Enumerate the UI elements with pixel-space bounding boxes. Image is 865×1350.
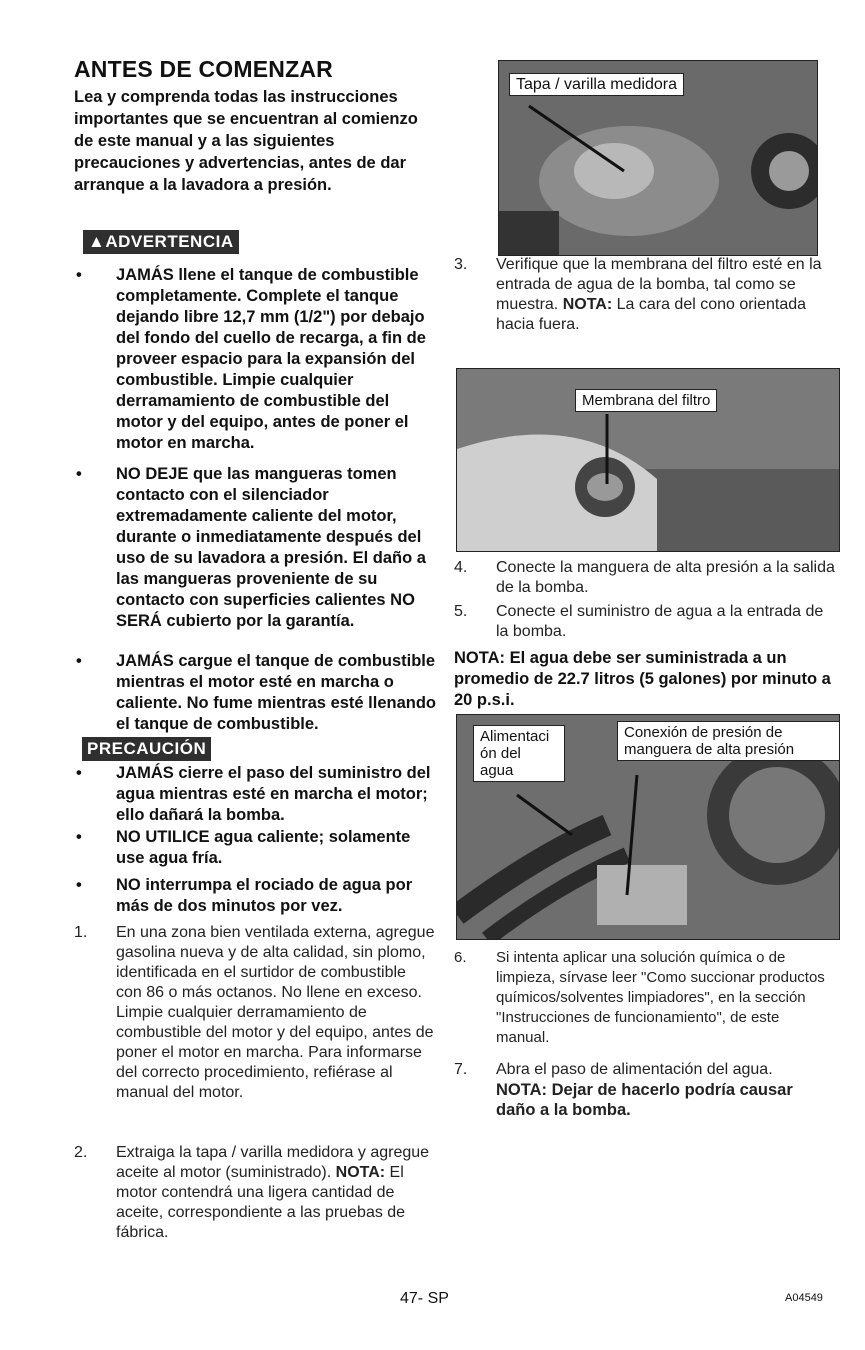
warning-text: JAMÁS cargue el tanque de combustible mientras el motor esté en marcha o caliente. No fume mientras esté llenando el tanque de combustible. — [116, 652, 437, 733]
photo-hose-connections — [456, 714, 840, 940]
page-number: 47- SP — [400, 1290, 449, 1307]
bullet-icon: • — [76, 764, 82, 782]
step-text: Conecte la manguera de alta presión a la salida de la bomba. — [496, 559, 835, 596]
step-number: 4. — [454, 559, 468, 576]
step-5 — [454, 602, 834, 642]
caution-text: JAMÁS cierre el paso del suministro del agua mientras esté en marcha el motor; ello dañará la bomba. — [116, 764, 431, 824]
step-1 — [74, 923, 436, 1103]
step-4 — [454, 558, 844, 598]
page-title: ANTES DE COMENZAR — [74, 56, 333, 82]
bullet-icon: • — [76, 876, 82, 894]
step-text: Abra el paso de alimentación del agua. — [496, 1061, 773, 1078]
photo-filter — [456, 368, 840, 552]
warning-item — [76, 464, 436, 632]
nota-text: La cara del cono orientada hacia fuera. — [496, 296, 807, 333]
caution-label: PRECAUCIÓN — [82, 737, 211, 761]
warning-item — [76, 651, 436, 735]
step-2 — [74, 1143, 436, 1243]
intro-paragraph: Lea y comprenda todas las instrucciones importantes que se encuentran al comienzo de este manual y a las siguientes precauciones y advertencias, antes de dar arranque a la lavadora a presión. — [74, 88, 418, 194]
step-number: 1. — [74, 924, 88, 941]
nota-label: NOTA: — [335, 1164, 386, 1181]
step-7 — [454, 1060, 834, 1120]
nota-label: NOTA: — [562, 296, 613, 313]
step-text: En una zona bien ventilada externa, agregue gasolina nueva y de alta calidad, sin plomo, identificada en el surtidor de combustible con 86 o más octanos. No llene en exceso. Limpie cualquier derramamiento de combustible del motor y del equipo, antes de poner el motor en marcha. Para informarse del correcto procedimiento, refiérase al manual del motor. — [116, 924, 435, 1101]
photo-callout: Conexión de presión de manguera de alta presión — [617, 721, 840, 761]
caution-text: NO UTILICE agua caliente; solamente use agua fría. — [116, 828, 411, 867]
step-number: 5. — [454, 603, 468, 620]
warning-text: JAMÁS llene el tanque de combustible completamente. Complete el tanque dejando libre 12,7 mm (1/2") por debajo del fondo del cuello de recarga, a fin de proveer espacio para la expansión del combustible. Limpie cualquier derramamiento de combustible del motor y del equipo, antes de poner el motor en marcha. — [116, 266, 426, 452]
step-number: 6. — [454, 949, 467, 966]
step-3 — [454, 255, 834, 335]
step-number: 7. — [454, 1061, 468, 1078]
bullet-icon: • — [76, 266, 82, 284]
step-text: Verifique que la membrana del filtro esté en la entrada de agua de la bomba, tal como se muestra. — [496, 256, 822, 313]
step-number: 3. — [454, 256, 468, 273]
step-number: 2. — [74, 1144, 88, 1161]
water-supply-note: NOTA: El agua debe ser suministrada a un promedio de 22.7 litros (5 galones) por minuto a 20 p.s.i. — [454, 649, 831, 709]
photo-callout: Membrana del filtro — [575, 389, 717, 412]
step-text: Extraiga la tapa / varilla medidora y agregue aceite al motor (suministrado). — [116, 1144, 430, 1181]
caution-item — [76, 763, 436, 826]
caution-text: NO interrumpa el rociado de agua por más de dos minutos por vez. — [116, 876, 413, 915]
warning-item — [76, 265, 436, 454]
nota-text: NOTA: Dejar de hacerlo podría causar daño a la bomba. — [496, 1081, 793, 1119]
step-text: Conecte el suministro de agua a la entrada de la bomba. — [496, 603, 824, 640]
warning-text: NO DEJE que las mangueras tomen contacto con el silenciador extremadamente caliente del motor, durante o inmediatamente después del uso de su lavadora a presión. El daño a las mangueras proveniente de su contacto con superficies calientes NO SERÁ cubierto por la garantía. — [116, 465, 426, 630]
bullet-icon: • — [76, 465, 82, 483]
caution-item — [76, 875, 436, 917]
warning-label: ▲ADVERTENCIA — [83, 230, 239, 254]
nota-text: El motor contendrá una ligera cantidad de aceite, correspondiente a las pruebas de fábrica. — [116, 1164, 406, 1241]
photo-callout: Alimentaci ón del agua — [473, 725, 565, 782]
bullet-icon: • — [76, 828, 82, 846]
step-text: Si intenta aplicar una solución química o de limpieza, sírvase leer "Como succionar productos químicos/solventes limpiadores", en la sección "Instrucciones de funcionamiento", de este manual. — [496, 949, 825, 1046]
document-code: A04549 — [785, 1292, 823, 1304]
photo-dipstick — [498, 60, 818, 256]
caution-item — [76, 827, 436, 869]
step-6 — [454, 948, 834, 1048]
bullet-icon: • — [76, 652, 82, 670]
photo-callout: Tapa / varilla medidora — [509, 73, 684, 96]
